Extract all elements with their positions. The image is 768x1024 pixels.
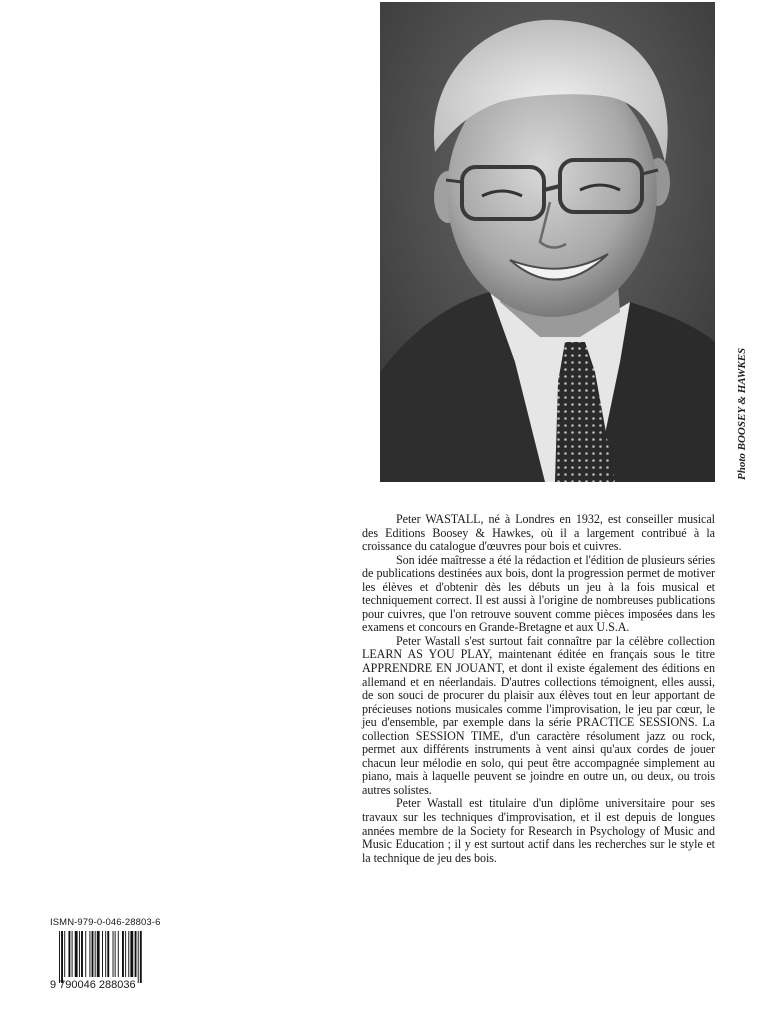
bio-paragraph: Peter Wastall s'est surtout fait connaître par la célèbre collection LEARN AS YOU PLAY, maintenant éditée en français sous le titre APPRENDRE EN JOUANT, et dont il existe également des éditions en allemand et en néerlandais. D'autres collections témoignent, elles aussi, de son souci de procurer du plaisir aux élèves tout en leur apportant de précieuses notions musicales comme l'improvisation, le jeu par cœur, le jeu d'ensemble, par exemple dans la série PRACTICE SESSIONS. La collection SESSION TIME, d'un caractère résolument jazz ou rock, permet aux différents instruments à vent ainsi qu'aux cordes de jouer chacun leur mélodie en solo, qui peut être accompagnée simplement au piano, mais à laquelle peuvent se joindre en outre un, ou deux, ou trois autres solistes. <box>362 633 715 797</box>
barcode-bar <box>135 931 137 977</box>
barcode-bar <box>122 931 124 977</box>
bio-paragraph: Son idée maîtresse a été la rédaction et l'édition de plusieurs séries de publications destinées aux bois, dont la progression permet de motiver les élèves et d'obtenir dès les débuts un jeu à la fois musical et techniquement correct. Il est aussi à l'origine de nombreuses publications pour cuivres, que l'on retrouve souvent comme pièces imposées dans les examens et concours en Grande-Bretagne et aux U.S.A. <box>362 552 715 635</box>
author-portrait-photo <box>380 2 715 482</box>
barcode-bar <box>128 931 129 977</box>
barcode-bar <box>64 931 65 977</box>
barcode-bar <box>59 931 60 983</box>
barcode-bar <box>68 931 70 977</box>
barcode-block <box>50 917 180 997</box>
barcode-bar <box>61 931 63 983</box>
barcode-bar <box>130 931 133 977</box>
barcode-bar <box>115 931 116 977</box>
barcode-bar <box>140 931 142 983</box>
barcode-bars <box>58 931 176 983</box>
barcode-bar <box>75 931 78 977</box>
barcode-bar <box>89 931 90 977</box>
bio-paragraph: Peter Wastall est titulaire d'un diplôme universitaire pour ses travaux sur les techniques d'improvisation, et il est depuis de longues années membre de la Society for Research in Psychology of Music and Music Education ; il y est surtout actif dans les recherches sur le style et la technique de jeu des bois. <box>362 796 715 865</box>
ismn-number: ISMN-979-0-046-28803-6 <box>50 917 161 928</box>
barcode-bar <box>85 931 86 977</box>
barcode-image <box>58 931 176 983</box>
barcode-bar <box>95 931 96 977</box>
barcode-bar <box>118 931 119 977</box>
barcode-bar <box>102 931 103 977</box>
author-biography <box>362 513 715 865</box>
barcode-bar <box>81 931 83 977</box>
barcode-bar <box>79 931 80 977</box>
barcode-bar <box>72 931 73 977</box>
barcode-digits: 9 790046 288036 <box>50 979 136 991</box>
barcode-bar <box>125 931 126 977</box>
barcode-bar <box>92 931 94 977</box>
bio-paragraph: Peter WASTALL, né à Londres en 1932, est conseiller musical des Editions Boosey & Hawkes, où il a largement contribué à la croissance du catalogue d'œuvres pour bois et cuivres. <box>362 512 715 554</box>
barcode-bar <box>138 931 139 983</box>
barcode-bar <box>105 931 106 977</box>
barcode-bar <box>113 931 114 977</box>
portrait-image <box>380 2 715 482</box>
barcode-bar <box>107 931 109 977</box>
barcode-bar <box>97 931 100 977</box>
photo-credit: Photo BOOSEY & HAWKES <box>736 347 748 480</box>
